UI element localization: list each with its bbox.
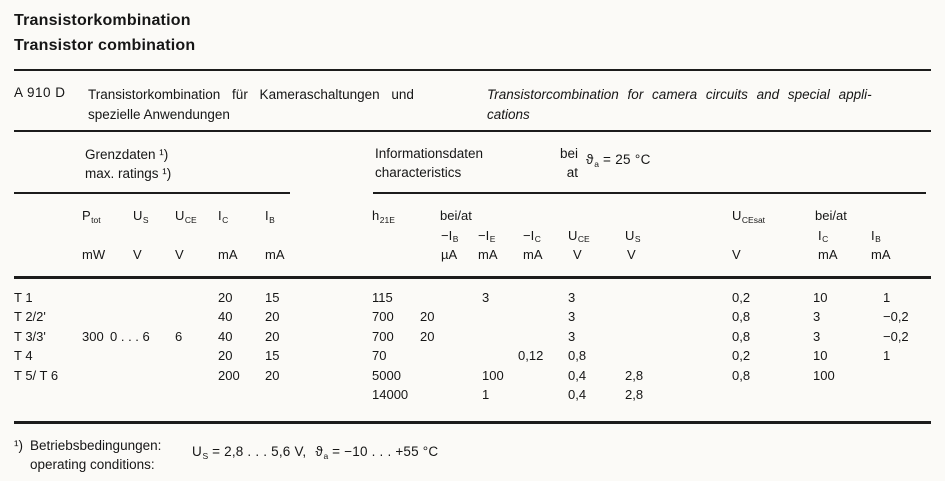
cell-ib3-row4: 1 [883,348,891,364]
cell-us2-row6: 2,8 [625,386,644,402]
cell-ic3-row4: 10 [813,348,828,364]
cell-us2-row5: 2,8 [625,367,644,383]
cell-h21e-row3: 700 [372,328,394,344]
cell-h21e-row5: 5000 [372,367,401,383]
cell-ib-row1: 15 [265,290,280,305]
product-description-de-line1: Transistorkombination für Kameraschaltungen und [88,87,414,102]
cell-uce2-row2: 3 [568,309,576,325]
theta-a-symbol: ϑ [315,444,323,459]
cell-ic-row5: 200 [218,367,240,383]
cell-ucesat-row2: 0,8 [732,309,751,325]
operating-conditions-value [192,444,438,461]
footnote-marker: ¹) [14,438,23,453]
cell-ic3-row3: 3 [813,328,821,344]
rule-section-left [14,192,290,194]
cell-name-row2: T 2/2' [14,309,46,325]
page-title [14,8,195,58]
col-unit-uce2: V [573,247,582,262]
cell-ib3-row3: −0,2 [883,328,909,344]
col-unit-ic3: mA [818,247,838,262]
col-header-ib: $I_B$ [265,208,275,225]
us-symbol: U [192,444,202,459]
col-header-ic3: $I_C$ [818,227,829,244]
product-description-de [88,85,466,125]
cell-h21e-row4: 70 [372,348,387,364]
cell-ib-row2: 20 [265,309,280,325]
cell-mie-row1: 3 [482,290,490,305]
section-characteristics [375,144,578,182]
col-unit-uce: V [175,247,184,262]
col-header-uce2: $U_{CE}$ [568,227,590,244]
characteristics-label-en-at: at [566,165,578,180]
col-header-beiat_mid: bei/at [440,208,472,223]
col-header-uce: $U_{CE}$ [175,208,197,225]
theta-subscript: a [594,158,599,169]
cell-h21e-row1: 115 [372,290,393,305]
col-unit-mie: mA [478,247,498,262]
footnote-label-de: Betriebsbedingungen: [30,438,162,453]
col-header-ib3: $I_B$ [871,227,881,244]
col-unit-us2: V [627,247,636,262]
col-header-mie: $-I_E$ [478,227,496,244]
cell-ucesat-row1: 0,2 [732,290,751,305]
cell-mie-row5: 100 [482,367,504,383]
cell-ic-row4: 20 [218,348,233,364]
cell-ic3-row2: 3 [813,309,821,325]
cell-ic3-row1: 10 [813,290,828,305]
col-unit-mib: µA [441,247,458,262]
cell-ib3-row2: −0,2 [883,309,909,325]
cell-name-row5: T 5/ T 6 [14,367,59,383]
cell-uce-row3: 6 [175,328,183,344]
cell-uce2-row4: 0,8 [568,348,587,364]
col-header-ic: $I_C$ [218,208,229,225]
us-range-text: = 2,8 . . . 5,6 V, [208,444,307,459]
col-header-beiat_right: bei/at [815,208,847,223]
ambient-temperature-value [586,152,651,169]
cell-ib-row4: 15 [265,348,280,364]
cell-h21e-row2: 700 [372,309,394,325]
data-grid [14,288,931,404]
temperature-range-text: = −10 . . . +55 °C [328,444,439,459]
theta-symbol: ϑ [586,152,594,167]
cell-ib-row5: 20 [265,367,280,383]
col-header-us2: $U_S$ [625,227,641,244]
us-subscript: S [202,450,209,461]
col-header-ucesat: $U_{CEsat}$ [732,208,766,225]
cell-uce2-row1: 3 [568,290,576,305]
product-description-en-line1: Transistorcombination for camera circuits and special appli- [487,87,872,102]
section-max-ratings [85,145,171,183]
cell-mib-row2: 20 [420,309,435,325]
characteristics-label-de-bei: bei [559,146,578,161]
cell-us-row3: 0 . . . 6 [110,328,150,344]
cell-mie-row6: 1 [482,386,490,402]
cell-ucesat-row3: 0,8 [732,328,751,344]
product-description-en-line2: cations [487,107,530,122]
rule-section-right [373,192,926,194]
cell-name-row3: T 3/3' [14,328,46,344]
cell-name-row1: T 1 [14,290,33,305]
cell-uce2-row3: 3 [568,328,576,344]
cell-ib-row3: 20 [265,328,280,344]
col-header-us: $U_S$ [133,208,149,225]
cell-ic-row1: 20 [218,290,233,305]
col-header-mic: $-I_C$ [523,227,541,244]
col-header-h21e: $h_{21E}$ [372,208,395,225]
col-unit-ucesat: V [732,247,741,262]
cell-uce2-row6: 0,4 [568,386,587,402]
temperature-text: = 25 °C [598,152,651,167]
col-header-mib: $-I_B$ [441,227,459,244]
cell-mib-row3: 20 [420,328,435,344]
col-unit-ptot: mW [82,247,106,262]
max-ratings-label-de: Grenzdaten ¹) [85,147,169,162]
rule-product-bottom [14,130,931,132]
rule-header-bottom [14,276,931,279]
cell-ucesat-row5: 0,8 [732,367,751,383]
cell-ic-row2: 40 [218,309,233,325]
cell-ptot-row3: 300 [82,328,104,344]
col-unit-ic: mA [218,247,238,262]
cell-ucesat-row4: 0,2 [732,348,751,364]
characteristics-label-de: Informationsdaten [375,146,484,161]
col-unit-ib: mA [265,247,285,262]
footnote-label-en: operating conditions: [30,457,155,472]
cell-ib3-row1: 1 [883,290,891,305]
cell-h21e-row6: 14000 [372,386,409,402]
col-unit-mic: mA [523,247,543,262]
cell-ic-row3: 40 [218,328,233,344]
title-en: Transistor combination [14,37,196,54]
col-unit-us: V [133,247,142,262]
col-header-ptot: $P_{tot}$ [82,208,101,225]
cell-uce2-row5: 0,4 [568,367,587,383]
title-de: Transistorkombination [14,12,191,29]
product-code: A 910 D [14,85,66,100]
cell-name-row4: T 4 [14,348,33,364]
rule-table-bottom [14,421,931,424]
cell-mic-row4: 0,12 [518,348,544,364]
footnote-labels [30,436,190,474]
cell-ic3-row5: 100 [813,367,835,383]
col-unit-ib3: mA [871,247,891,262]
product-description-en [487,85,933,125]
max-ratings-label-en: max. ratings ¹) [85,166,172,181]
rule-top [14,69,931,71]
theta-a-subscript: a [323,450,329,461]
product-description-de-line2: spezielle Anwendungen [88,107,230,122]
characteristics-label-en: characteristics [375,165,462,180]
header-grid [14,206,931,265]
